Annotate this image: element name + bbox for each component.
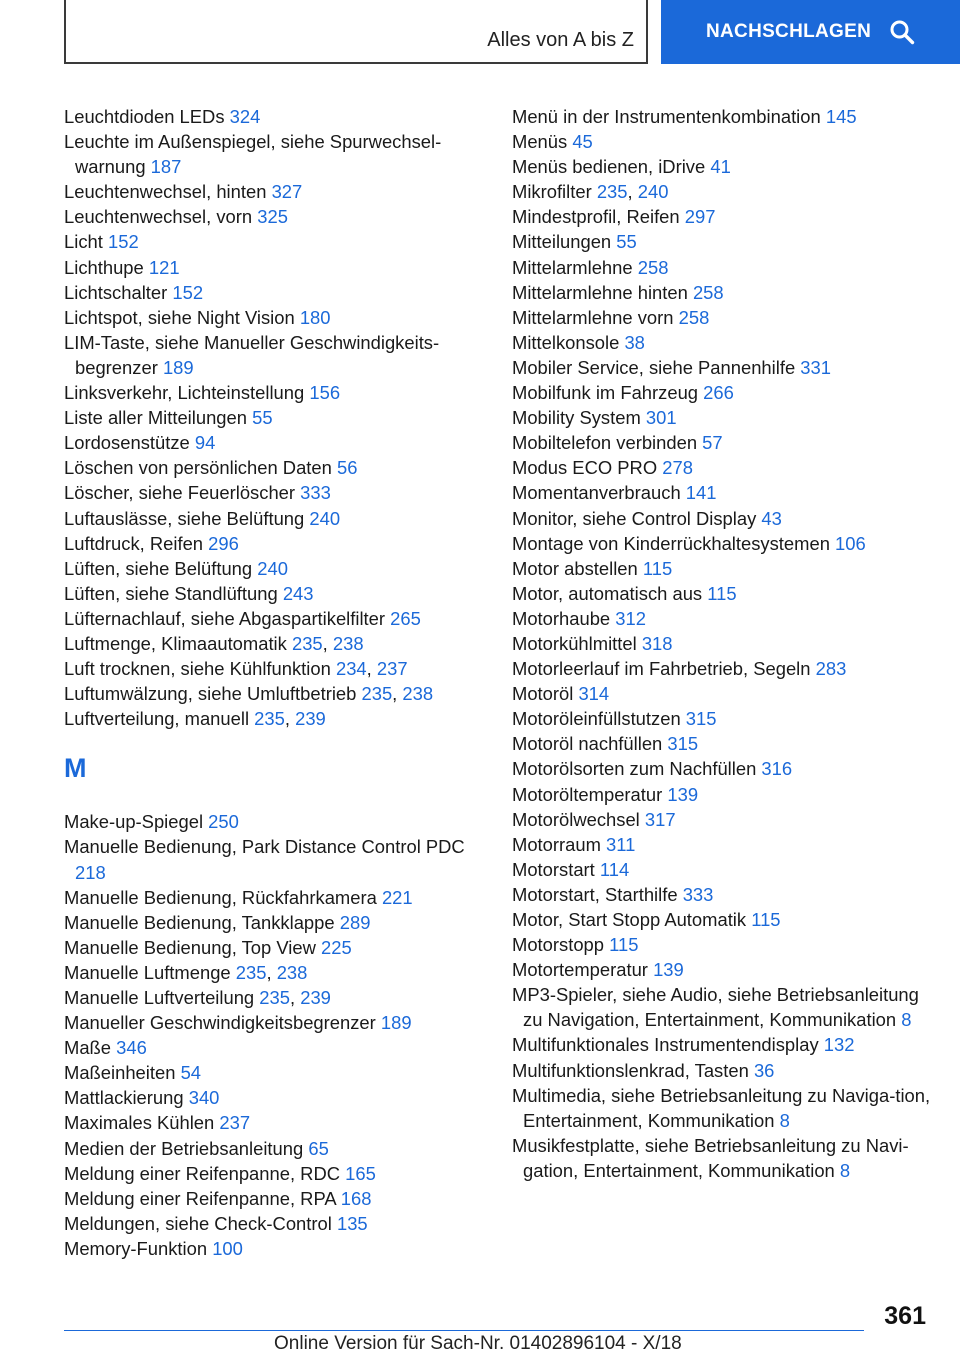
index-entry-term: Luftverteilung, manuell [64,708,250,730]
index-entry: Mikrofilter 235, 240 [512,181,669,203]
page-reference-link[interactable]: 54 [180,1062,202,1084]
index-entry-term: Menüs bedienen, iDrive [512,156,706,178]
page-reference-link[interactable]: 8 [839,1159,851,1181]
page-reference-link[interactable]: 316 [761,758,793,780]
index-entry-term: Motorölwechsel [512,808,640,830]
index-entry [512,405,932,430]
index-entry [512,832,932,857]
index-entry-term: Luftdruck, Reifen [64,532,204,554]
page-reference-link[interactable]: 238 [402,683,434,705]
page-reference-link[interactable]: 325 [257,206,288,228]
index-entry-term: Maßeinheiten [64,1062,176,1084]
page-reference-link[interactable]: 312 [615,607,646,629]
index-entry-term: Licht [64,231,103,253]
page-reference-link[interactable]: 145 [825,106,857,127]
footer-divider [64,1330,864,1331]
index-entry [512,656,932,681]
page-reference-link[interactable]: 218 [75,861,106,883]
page-reference-link[interactable]: 141 [685,482,717,504]
page-reference-link[interactable]: 283 [815,658,847,680]
header-section-box [64,0,648,64]
index-entry-term: Multifunktionales Instrumentendisplay [512,1034,819,1056]
index-entry-term: Lichtschalter [64,281,168,303]
index-entry-term: Motor, Start Stopp Automatik [512,909,747,930]
page-reference-link[interactable]: 235 [254,708,285,730]
index-entry [512,1058,932,1083]
index-entry [512,104,932,129]
page-reference-link[interactable]: 333 [300,482,331,504]
page-reference-link[interactable]: 45 [572,131,593,153]
index-entry [64,809,484,834]
index-entry [512,907,932,932]
index-entry-term: Luftumwälzung, siehe Umluftbetrieb [64,683,357,705]
index-entry [512,204,932,229]
index-entry [64,834,484,884]
index-entry-term: Mitteilungen [512,231,612,253]
index-entry [512,731,932,756]
index-entry-term: Leuchtdioden LEDs [64,106,225,127]
page-reference-link[interactable]: 327 [271,181,303,203]
index-entry-term: Motoröl nachfüllen [512,733,663,755]
index-entry: Luftverteilung, manuell 235, 239 [64,708,326,730]
index-entry [64,229,484,254]
index-list-right [512,104,932,1183]
index-entry [512,280,932,305]
page-reference-link[interactable]: 331 [800,356,831,378]
page-reference-link[interactable]: 317 [644,808,676,830]
page-reference-link[interactable]: 121 [148,256,180,278]
index-entry [512,430,932,455]
index-entry [64,330,484,380]
index-entry-term: Löscher, siehe Feuerlöscher [64,482,296,504]
index-entry-term: Motortemperatur [512,959,648,981]
section-title: Alles von A bis Z [487,29,634,51]
page-reference-link[interactable]: 301 [645,407,677,429]
index-entry [64,405,484,430]
index-entry [512,1032,932,1057]
index-entry-term: LIM-Taste, siehe Manueller Geschwindigkeits-begrenzer [64,331,440,378]
index-entry-term: Musikfestplatte, siehe Betriebsanleitung zu Navi-gation, Entertainment, Kommunikation [512,1134,909,1181]
index-entry-term: Menüs [512,131,568,153]
index-entry [64,204,484,229]
page-reference-link[interactable]: 156 [309,382,341,404]
index-entry [64,380,484,405]
page-reference-link[interactable]: 115 [707,582,737,604]
index-entry [64,430,484,455]
index-entry-term: Meldungen, siehe Check-Control [64,1212,332,1234]
index-entry [64,506,484,531]
page-reference-link[interactable]: 239 [300,987,331,1008]
index-entry [512,455,932,480]
index-entry [64,179,484,204]
page-reference-link[interactable]: 57 [702,432,723,454]
index-entry-term: Motorstart [512,858,595,880]
page-reference-link[interactable]: 115 [609,934,639,956]
index-entry-term: Leuchtenwechsel, vorn [64,206,253,228]
index-entry-term: Mittelarmlehne hinten [512,281,688,303]
index-entry-term: Mobility System [512,407,641,429]
index-entry [64,1085,484,1110]
page-reference-link[interactable]: 168 [340,1187,372,1209]
page-reference-link[interactable]: 43 [761,507,782,529]
page-reference-link[interactable]: 152 [107,231,139,253]
page-reference-link[interactable]: 225 [321,936,352,958]
index-entry [64,1060,484,1085]
page-reference-link[interactable]: 315 [685,708,717,730]
page-reference-link[interactable]: 240 [257,557,288,579]
index-entry [512,229,932,254]
index-entry [512,807,932,832]
index-entry-term: Manuelle Luftmenge [64,961,231,983]
index-entry-term: Motorleerlauf im Fahrbetrieb, Segeln [512,658,811,680]
nav-tab-nachschlagen[interactable] [661,0,960,64]
page-reference-link[interactable]: 314 [578,683,610,705]
index-entry-term: Lichthupe [64,256,144,278]
index-entry-term: Manuelle Bedienung, Rückfahrkamera [64,886,377,908]
page-number: 361 [884,1302,926,1330]
index-entry-term: Leuchte im Außenspiegel, siehe Spurwechsel-warnung [64,131,442,178]
index-entry-term: Luftmenge, Klimaautomatik [64,632,287,654]
index-entry-term: Luftauslässe, siehe Belüftung [64,507,305,529]
page-reference-link[interactable]: 55 [616,231,637,253]
index-entry [512,330,932,355]
page-reference-link[interactable]: 115 [751,909,781,930]
index-column-left [64,104,484,1261]
page-reference-link[interactable]: 56 [337,457,358,479]
index-entry [64,910,484,935]
index-entry-term: Mittelarmlehne vorn [512,306,674,328]
index-entry [512,606,932,631]
index-entry [512,706,932,731]
page-reference-link[interactable]: 106 [835,532,866,554]
page-reference-link[interactable]: 221 [381,886,413,908]
page-reference-link[interactable]: 324 [229,106,261,127]
page-reference-link[interactable]: 258 [678,306,710,328]
page-reference-link[interactable]: 180 [299,306,331,328]
index-entry [64,1010,484,1035]
page-reference-link[interactable]: 296 [208,532,239,554]
index-entry [64,556,484,581]
index-entry-term: Manuelle Bedienung, Top View [64,936,316,958]
index-entry-term: Motorraum [512,833,601,855]
page-reference-link[interactable]: 235 [235,961,267,983]
page-reference-link[interactable]: 346 [116,1037,147,1059]
index-entry-term: Manuelle Luftverteilung [64,987,255,1008]
index-entry [64,1035,484,1060]
index-entry-term: Mikrofilter [512,181,592,203]
index-entry [512,531,932,556]
page-reference-link[interactable]: 65 [308,1137,329,1159]
index-entry-term: Lordosenstütze [64,432,190,454]
page-reference-link[interactable]: 340 [188,1087,220,1109]
index-entry [64,581,484,606]
page-reference-link[interactable]: 187 [150,156,182,178]
index-entry-term: Momentanverbrauch [512,482,681,504]
index-entry [512,480,932,505]
page-reference-link[interactable]: 235 [361,683,393,705]
index-entry-term: Liste aller Mitteilungen [64,407,247,429]
index-entry-term: Motor abstellen [512,557,638,579]
index-entry [64,280,484,305]
index-entry-term: Leuchtenwechsel, hinten [64,181,267,203]
index-entry [512,506,932,531]
page-reference-link[interactable]: 243 [282,582,314,604]
index-entry [512,1083,932,1133]
index-entry-term: Maße [64,1037,112,1059]
index-entry [64,606,484,631]
page-reference-link[interactable]: 41 [710,156,731,178]
index-entry-term: Modus ECO PRO [512,457,658,479]
index-entry-term: Make-up-Spiegel [64,811,204,833]
page-reference-link[interactable]: 258 [692,281,724,303]
index-entry [64,1161,484,1186]
page-reference-link[interactable]: 289 [339,911,371,933]
page-reference-link[interactable]: 139 [653,959,684,981]
index-entry-term: Mattlackierung [64,1087,184,1109]
page-reference-link[interactable]: 278 [662,457,693,479]
index-entry [64,129,484,179]
index-entry-term: Manueller Geschwindigkeitsbegrenzer [64,1012,376,1034]
index-entry-term: Multimedia, siehe Betriebsanleitung zu Naviga-tion, Entertainment, Kommunikation [512,1084,931,1131]
page-reference-link[interactable]: 94 [194,432,216,454]
nav-tab-label: NACHSCHLAGEN [706,21,872,42]
index-entry-term: Luft trocknen, siehe Kühlfunktion [64,658,331,680]
page-reference-link[interactable]: 100 [212,1237,243,1259]
search-icon [889,19,915,45]
index-entry-term: Motorölsorten zum Nachfüllen [512,758,757,780]
index-entry [64,104,484,129]
index-entry-term: Motoröleinfüllstutzen [512,708,681,730]
index-entry [512,982,932,1032]
page-reference-link[interactable]: 240 [309,507,341,529]
index-entry-term: Motor, automatisch aus [512,582,703,604]
index-entry-term: MP3-Spieler, siehe Audio, siehe Betriebsanleitung zu Navigation, Entertainment, Kommunikation [512,984,919,1031]
page-reference-link[interactable]: 55 [252,407,273,429]
index-entry: Luftmenge, Klimaautomatik 235, 238 [64,632,364,654]
index-entry [512,932,932,957]
index-entry-term: Lüften, siehe Standlüftung [64,582,278,604]
index-entry [512,882,932,907]
index-entry-term: Motorhaube [512,607,611,629]
index-entry: Luft trocknen, siehe Kühlfunktion 234, 237 [64,658,408,680]
index-entry [512,355,932,380]
page-reference-link[interactable]: 311 [606,833,636,855]
index-entry [512,380,932,405]
index-entry [512,581,932,606]
index-entry [512,756,932,781]
page-reference-link[interactable]: 189 [380,1012,412,1034]
page-reference-link[interactable]: 189 [162,356,194,378]
index-entry [512,305,932,330]
index-entry [512,255,932,280]
index-entry-term: Menü in der Instrumentenkombination [512,106,821,127]
index-entry-term: Lüften, siehe Belüftung [64,557,253,579]
page-reference-link[interactable]: 132 [823,1034,855,1056]
index-entry [512,154,932,179]
page-reference-link[interactable]: 114 [599,858,630,880]
index-entry-term: Mindestprofil, Reifen [512,206,680,228]
page-reference-link[interactable]: 318 [641,632,673,654]
index-list-m [64,809,484,1261]
index-entry [64,885,484,910]
page-reference-link[interactable]: 238 [276,961,308,983]
section-letter-heading: M [64,753,87,784]
index-entry [64,480,484,505]
page-reference-link[interactable]: 139 [667,783,699,805]
page-reference-link[interactable]: 235 [259,987,290,1008]
index-entry-term: Löschen von persönlichen Daten [64,457,332,479]
index-entry [512,556,932,581]
index-entry-term: Memory-Funktion [64,1237,208,1259]
page-reference-link[interactable]: 234 [335,658,367,680]
index-entry-term: Multifunktionslenkrad, Tasten [512,1059,749,1081]
page-reference-link[interactable]: 165 [345,1162,376,1184]
index-entry: Manuelle Luftverteilung 235, 239 [64,987,331,1008]
index-entry-term: Linksverkehr, Lichteinstellung [64,382,305,404]
index-entry: Manuelle Luftmenge 235, 238 [64,961,308,983]
index-entry-term: Maximales Kühlen [64,1112,215,1134]
index-entry [64,455,484,480]
index-entry-term: Mittelkonsole [512,331,620,353]
index-entry [512,681,932,706]
index-entry-term: Lüfternachlauf, siehe Abgaspartikelfilter [64,607,386,629]
index-entry-term: Mobiler Service, siehe Pannenhilfe [512,356,796,378]
page-reference-link[interactable]: 315 [667,733,699,755]
page-reference-link[interactable]: 36 [753,1059,775,1081]
index-entry [64,1110,484,1135]
page-reference-link[interactable]: 8 [901,1009,912,1031]
index-entry-term: Monitor, siehe Control Display [512,507,757,529]
page-reference-link[interactable]: 250 [208,811,239,833]
index-entry [512,129,932,154]
page-reference-link[interactable]: 238 [332,632,364,654]
index-entry-term: Mobiltelefon verbinden [512,432,698,454]
index-entry-term: Medien der Betriebsanleitung [64,1137,304,1159]
page-reference-link[interactable]: 265 [390,607,421,629]
index-entry [512,782,932,807]
page-reference-link[interactable]: 237 [219,1112,251,1134]
page-reference-link[interactable]: 333 [682,883,714,905]
index-entry [64,1186,484,1211]
index-entry-term: Manuelle Bedienung, Tankklappe [64,911,335,933]
page-reference-link[interactable]: 235 [291,632,323,654]
index-entry: Luftumwälzung, siehe Umluftbetrieb 235, 238 [64,683,434,705]
index-column-right [512,104,932,1183]
index-entry [64,935,484,960]
index-entry-term: Motorstopp [512,934,604,956]
index-entry [64,255,484,280]
index-entry [512,1133,932,1183]
index-entry-term: Meldung einer Reifenpanne, RPA [64,1187,336,1209]
page-reference-link[interactable]: 152 [172,281,204,303]
index-entry-term: Montage von Kinderrückhaltesystemen [512,532,830,554]
page-reference-link[interactable]: 239 [295,708,326,730]
page-reference-link[interactable]: 258 [637,256,669,278]
index-entry-term: Motorstart, Starthilfe [512,883,678,905]
footer-online-version: Online Version für Sach-Nr. 01402896104 - X/18 [274,1333,682,1354]
index-entry-term: Mobilfunk im Fahrzeug [512,382,699,404]
page-reference-link[interactable]: 115 [642,557,673,579]
index-entry-term: Lichtspot, siehe Night Vision [64,306,295,328]
index-entry-term: Mittelarmlehne [512,256,633,278]
index-entry [64,305,484,330]
page-reference-link[interactable]: 237 [376,658,408,680]
page-reference-link[interactable]: 38 [624,331,645,353]
page-reference-link[interactable]: 240 [637,181,669,203]
page-reference-link[interactable]: 8 [779,1109,790,1131]
page-reference-link[interactable]: 297 [684,206,716,228]
index-entry-term: Meldung einer Reifenpanne, RDC [64,1162,341,1184]
index-entry [64,531,484,556]
index-list-l [64,104,484,731]
index-entry [512,957,932,982]
index-entry [64,1211,484,1236]
index-entry-term: Motoröltemperatur [512,783,663,805]
index-entry [64,1136,484,1161]
index-entry-term: Manuelle Bedienung, Park Distance Control PDC [64,836,465,858]
index-entry [512,857,932,882]
page-reference-link[interactable]: 135 [336,1212,368,1234]
index-entry [512,631,932,656]
index-entry [64,1236,484,1261]
page-reference-link[interactable]: 266 [703,382,734,404]
page-reference-link[interactable]: 235 [596,181,628,203]
index-entry-term: Motorkühlmittel [512,632,637,654]
index-entry-term: Motoröl [512,683,574,705]
